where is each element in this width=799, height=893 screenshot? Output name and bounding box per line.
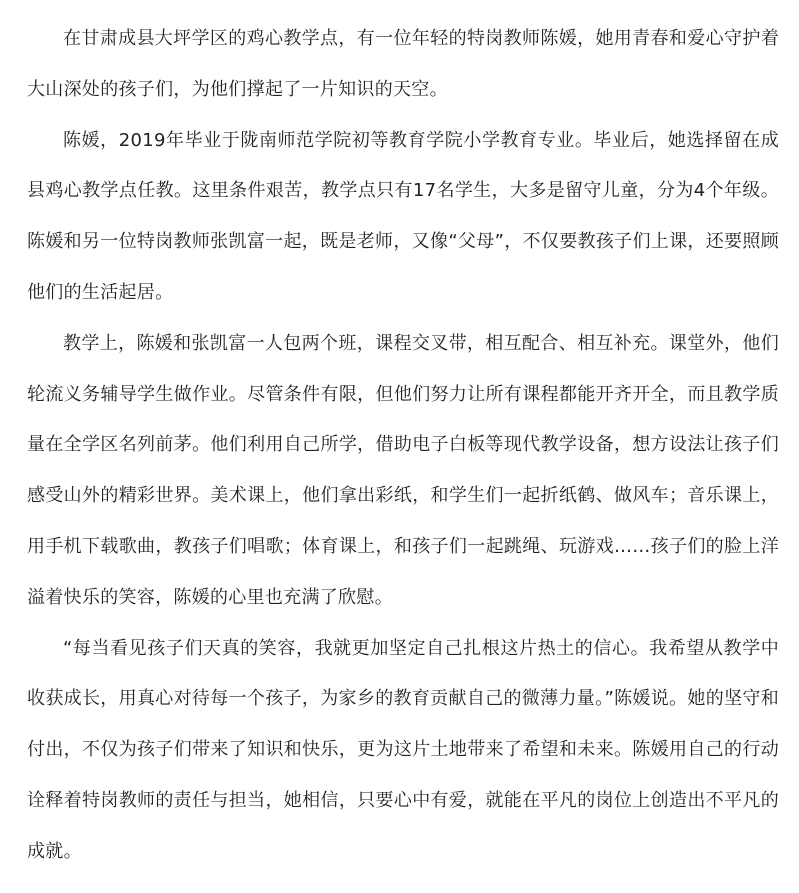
article-body: [27, 14, 779, 878]
paragraph-intro: 在甘肃成县大坪学区的鸡心教学点，有一位年轻的特岗教师陈媛，她用青春和爱心守护着大山深处的孩子们，为他们撑起了一片知识的天空。: [27, 28, 779, 100]
paragraph-quote: “每当看见孩子们天真的笑容，我就更加坚定自己扎根这片热土的信心。我希望从教学中收获成长，用真心对待每一个孩子，为家乡的教育贡献自己的微薄力量。”陈媛说。她的坚守和付出，不仅为孩子们带来了知识和快乐，更为这片土地带来了希望和未来。陈媛用自己的行动诠释着特岗教师的责任与担当，她相信，只要心中有爱，就能在平凡的岗位上创造出不平凡的成就。: [27, 637, 779, 862]
paragraph-teaching: 教学上，陈媛和张凯富一人包两个班，课程交叉带，相互配合、相互补充。课堂外，他们轮流义务辅导学生做作业。尽管条件有限，但他们努力让所有课程都能开齐开全，而且教学质量在全学区名列前茅。他们利用自己所学，借助电子白板等现代教学设备，想方设法让孩子们感受山外的精彩世界。美术课上，他们拿出彩纸，和学生们一起折纸鹤、做风车；音乐课上，用手机下载歌曲，教孩子们唱歌；体育课上，和孩子们一起跳绳、玩游戏……孩子们的脸上洋溢着快乐的笑容，陈媛的心里也充满了欣慰。: [27, 332, 779, 608]
paragraph-background: 陈媛，2019年毕业于陇南师范学院初等教育学院小学教育专业。毕业后，她选择留在成县鸡心教学点任教。这里条件艰苦，教学点只有17名学生，大多是留守儿童，分为4个年级。陈媛和另一位特岗教师张凯富一起，既是老师，又像“父母”，不仅要教孩子们上课，还要照顾他们的生活起居。: [27, 129, 779, 303]
